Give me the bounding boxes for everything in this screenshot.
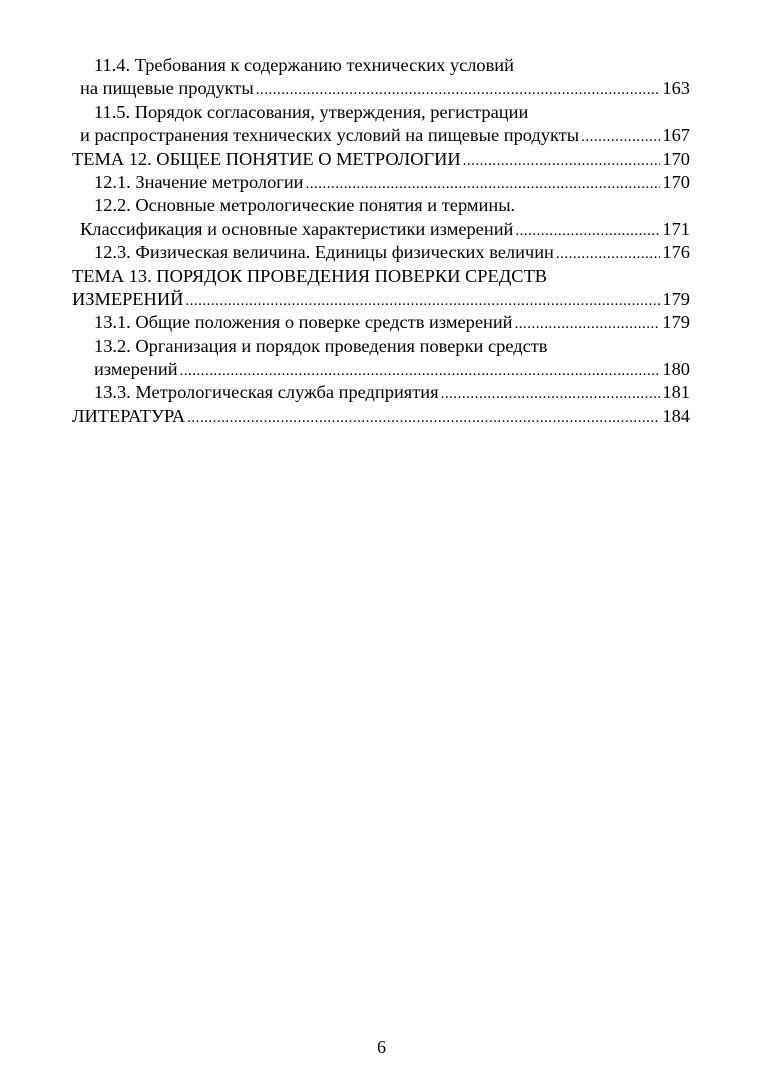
dot-leader bbox=[256, 79, 661, 102]
toc-entry-12-1 bbox=[72, 171, 690, 194]
toc-entry-title: 12.2. Основные метрологические понятия и термины. bbox=[94, 195, 516, 216]
dot-leader bbox=[515, 220, 660, 243]
toc-entry-13-3 bbox=[72, 381, 690, 404]
toc-entry-12-2 bbox=[72, 194, 690, 241]
toc-entry-11-4 bbox=[72, 54, 690, 101]
toc-page-number: 184 bbox=[662, 405, 690, 426]
dot-leader bbox=[556, 243, 661, 266]
toc-entry-11-5 bbox=[72, 101, 690, 148]
toc-page-number: 167 bbox=[662, 125, 690, 146]
toc-page-number: 171 bbox=[662, 218, 690, 239]
toc-topic-title: ТЕМА 13. ПОРЯДОК ПРОВЕДЕНИЯ ПОВЕРКИ СРЕДСТВ bbox=[72, 265, 548, 286]
toc-topic-title: ТЕМА 12. ОБЩЕЕ ПОНЯТИЕ О МЕТРОЛОГИИ bbox=[72, 148, 461, 169]
dot-leader bbox=[581, 126, 660, 149]
toc-page-number: 163 bbox=[662, 78, 690, 99]
toc-entry-title: 13.3. Метрологическая служба предприятия bbox=[94, 382, 439, 403]
toc-entry-13-2 bbox=[72, 335, 690, 382]
toc-entry-title: 11.5. Порядок согласования, утверждения, регистрации bbox=[94, 101, 529, 122]
toc-entry-title-continuation: Классификация и основные характеристики измерений bbox=[80, 218, 514, 239]
toc-topic-title-continuation: ИЗМЕРЕНИЙ bbox=[72, 288, 184, 309]
dot-leader bbox=[441, 383, 661, 406]
dot-leader bbox=[306, 173, 661, 196]
toc-page-number: 179 bbox=[662, 288, 690, 309]
dot-leader bbox=[185, 290, 660, 313]
toc-topic-13 bbox=[72, 265, 690, 312]
toc-entry-13-1 bbox=[72, 311, 690, 334]
toc-entry-title-continuation: на пищевые продукты bbox=[80, 78, 254, 99]
toc-topic-title: ЛИТЕРАТУРА bbox=[72, 405, 186, 426]
toc-entry-title: 12.3. Физическая величина. Единицы физических величин bbox=[94, 242, 554, 263]
toc-topic-12 bbox=[72, 148, 690, 171]
toc-page-number: 180 bbox=[662, 359, 690, 380]
toc-page-number: 170 bbox=[662, 148, 690, 169]
toc-entry-title: 13.1. Общие положения о поверке средств измерений bbox=[94, 312, 513, 333]
dot-leader bbox=[180, 360, 661, 383]
toc-page-number: 181 bbox=[662, 382, 690, 403]
toc-page-number: 179 bbox=[662, 312, 690, 333]
toc-entry-title: 13.2. Организация и порядок проведения поверки средств bbox=[94, 335, 548, 356]
toc-entry-12-3 bbox=[72, 241, 690, 264]
dot-leader bbox=[463, 150, 661, 173]
toc-entry-title-continuation: и распространения технических условий на пищевые продукты bbox=[80, 125, 580, 146]
toc-page-number: 176 bbox=[662, 242, 690, 263]
toc-entry-title: 11.4. Требования к содержанию технических условий bbox=[94, 55, 514, 75]
table-of-contents bbox=[72, 54, 690, 428]
toc-entry-title: 12.1. Значение метрологии bbox=[94, 171, 304, 192]
dot-leader bbox=[187, 407, 660, 430]
toc-literature bbox=[72, 405, 690, 428]
toc-entry-title-continuation: измерений bbox=[94, 359, 178, 380]
toc-page-number: 170 bbox=[662, 171, 690, 192]
page-number: 6 bbox=[377, 1037, 386, 1057]
dot-leader bbox=[515, 313, 661, 336]
